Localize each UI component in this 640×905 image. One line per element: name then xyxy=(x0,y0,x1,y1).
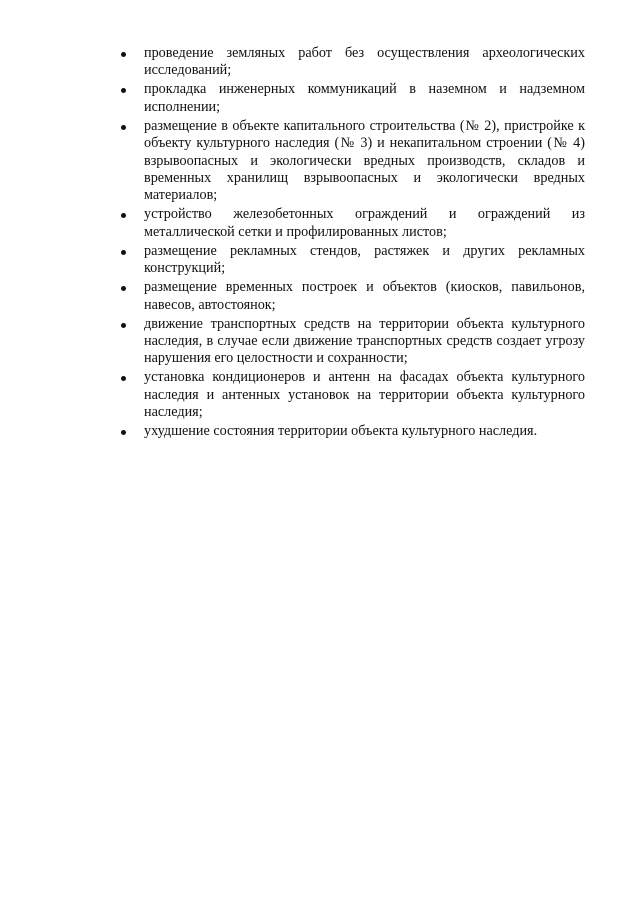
list-item-text: размещение рекламных стендов, растяжек и других рекламных конструкций; xyxy=(144,242,585,277)
list-item xyxy=(117,118,585,205)
list-item-text: движение транспортных средств на территории объекта культурного наследия, в случае если движение транспортных средств создает угрозу нарушения его целостности и сохранности; xyxy=(144,315,585,367)
list-item xyxy=(117,279,585,314)
list-item xyxy=(117,243,585,278)
bullet-icon xyxy=(121,88,126,93)
list-item xyxy=(117,369,585,421)
bullet-icon xyxy=(121,52,126,57)
list-item xyxy=(117,45,585,80)
bullet-icon xyxy=(121,213,126,218)
bullet-icon xyxy=(121,323,126,328)
bullet-icon xyxy=(121,125,126,130)
list-item-text: прокладка инженерных коммуникаций в наземном и надземном исполнении; xyxy=(144,81,585,115)
bullet-icon xyxy=(121,430,126,435)
list-item xyxy=(117,423,585,440)
list-item-text: ухудшение состояния территории объекта культурного наследия. xyxy=(144,423,538,440)
list-item-text: устройство железобетонных ограждений и ограждений из металлической сетки и профилированных листов; xyxy=(144,206,585,240)
list-item-text: размещение в объекте капитального строительства (№ 2), пристройке к объекту культурного наследия (№ 3) и некапитальном строении (№ 4) взрывоопасных и экологически вредных производств, складов и временных хранилищ взрывоопасных и экологически вредных материалов; xyxy=(144,117,585,204)
restrictions-list xyxy=(117,45,585,442)
list-item xyxy=(117,316,585,368)
list-item xyxy=(117,81,585,116)
bullet-icon xyxy=(121,376,126,381)
bullet-icon xyxy=(121,286,126,291)
list-item-text: размещение временных построек и объектов (киосков, павильонов, навесов, автостоянок; xyxy=(144,279,585,313)
list-item-text: установка кондиционеров и антенн на фасадах объекта культурного наследия и антенных установок на территории объекта культурного наследия; xyxy=(144,369,585,421)
bullet-icon xyxy=(121,250,126,255)
list-item-text: проведение земляных работ без осуществления археологических исследований; xyxy=(144,45,585,79)
list-item xyxy=(117,206,585,241)
